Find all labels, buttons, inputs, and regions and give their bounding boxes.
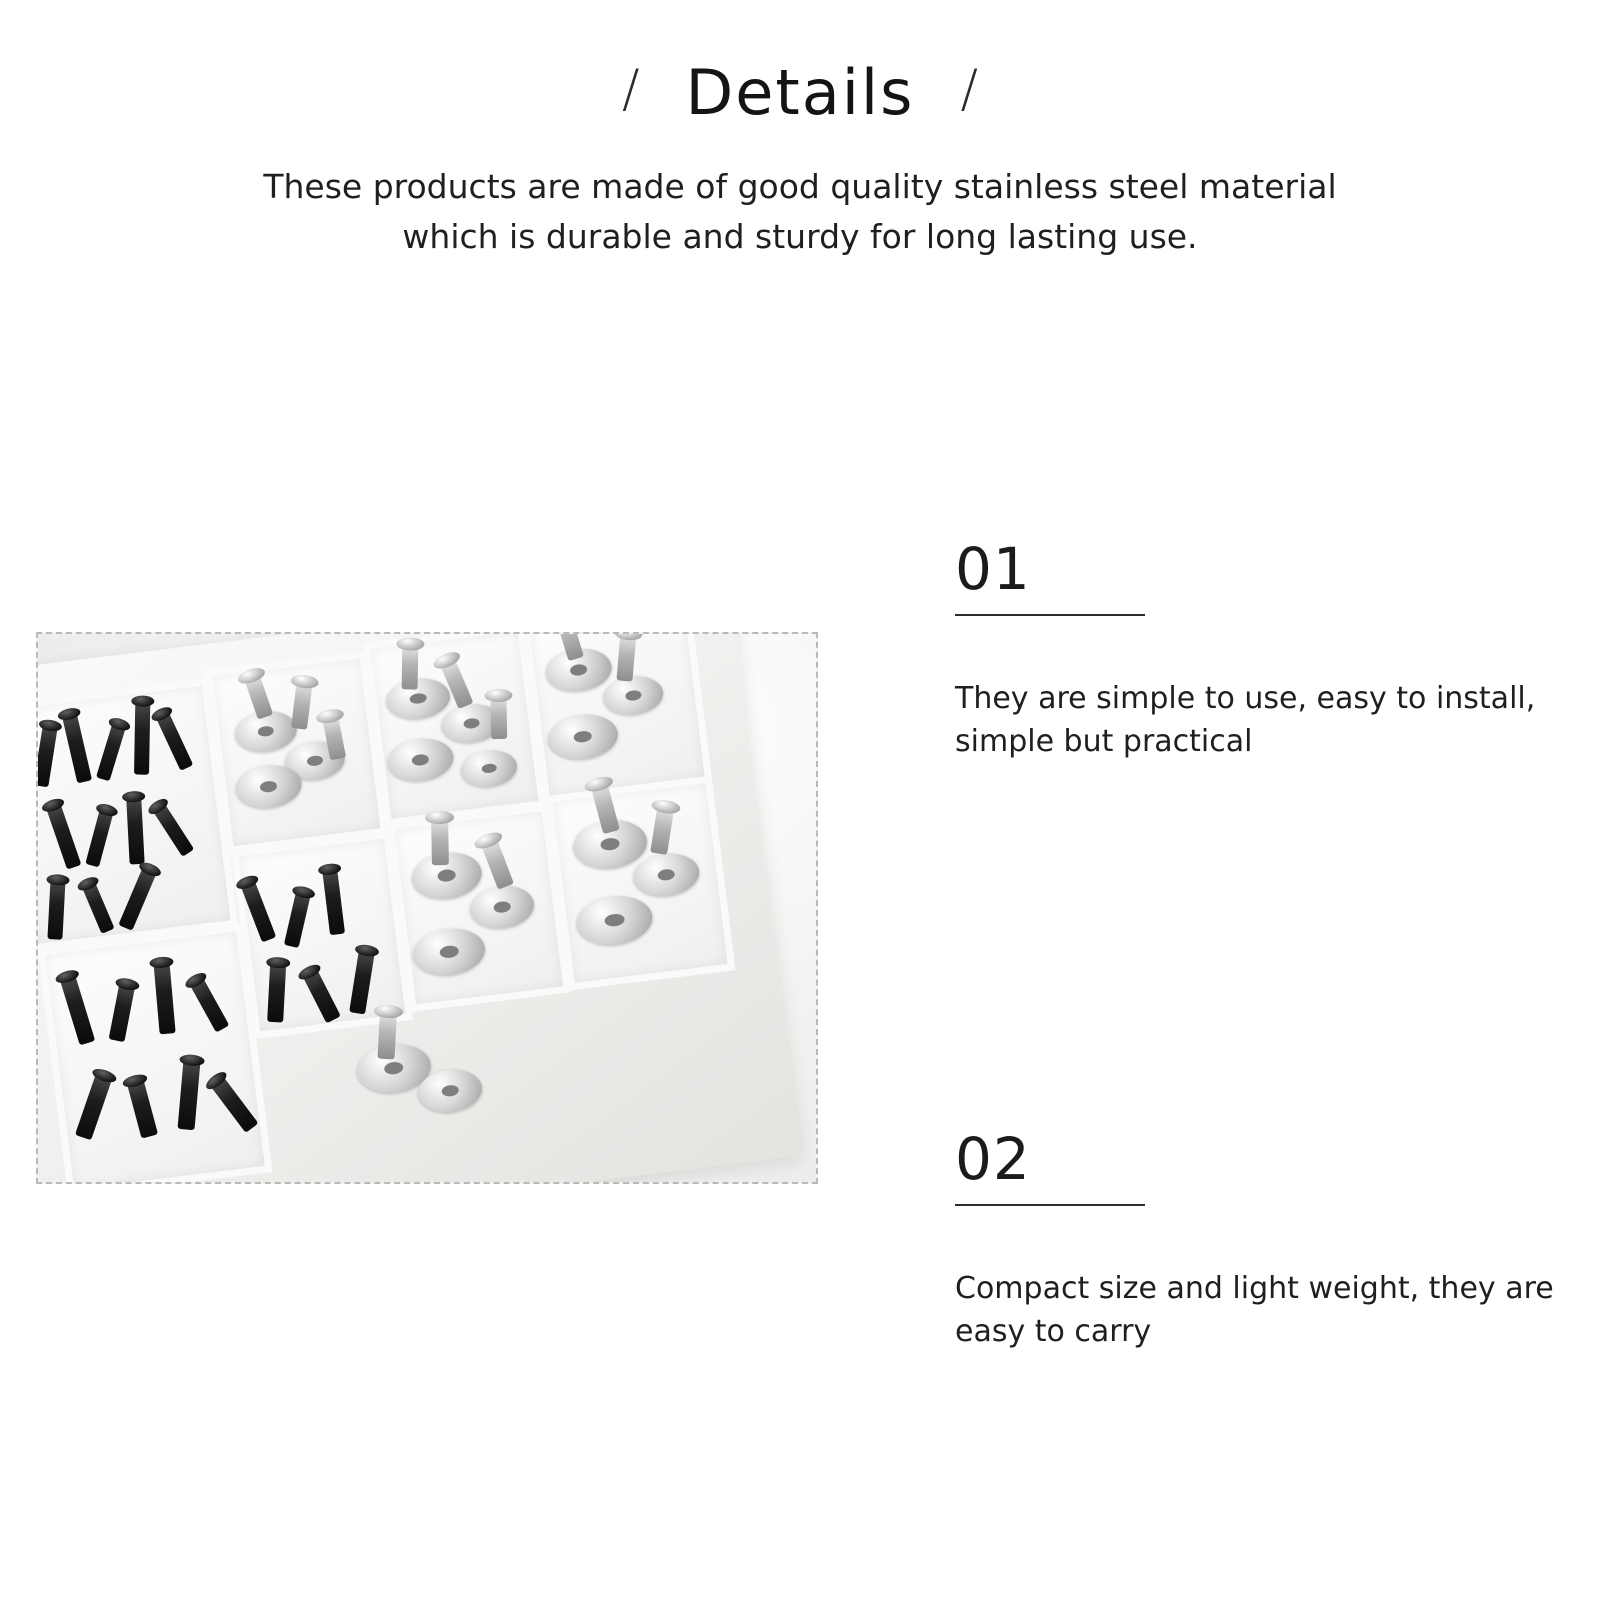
feature-number-01: 01 xyxy=(955,535,1031,603)
caption-rule xyxy=(955,1204,1145,1206)
silver-screw xyxy=(402,644,419,690)
black-screw xyxy=(47,879,65,940)
page-subtitle-line-2: which is durable and sturdy for long lasting use. xyxy=(402,217,1198,257)
black-screw xyxy=(267,962,286,1023)
feature-caption-01 xyxy=(955,535,1600,763)
page-subtitle-line-1: These products are made of good quality stainless steel material xyxy=(263,167,1337,206)
black-screw xyxy=(134,701,150,775)
feature-caption-02 xyxy=(955,1125,1600,1353)
silver-screw xyxy=(377,1011,396,1060)
caption-rule xyxy=(955,614,1145,616)
silver-screw xyxy=(490,695,507,739)
page-subtitle xyxy=(0,162,1600,262)
feature-number-02: 02 xyxy=(955,1125,1031,1193)
feature-text-01: They are simple to use, easy to install, simple but practical xyxy=(955,681,1536,759)
storage-tray xyxy=(36,632,801,1184)
slash-right-decoration: / xyxy=(960,59,978,119)
feature-text-02: Compact size and light weight, they are easy to carry xyxy=(955,1271,1554,1349)
page-title: Details xyxy=(685,56,915,129)
silver-screw xyxy=(431,817,449,865)
page-title-row xyxy=(0,56,1600,129)
slash-left-decoration: / xyxy=(621,59,640,119)
page-header xyxy=(0,0,1600,262)
feature-image-01 xyxy=(36,632,818,1184)
